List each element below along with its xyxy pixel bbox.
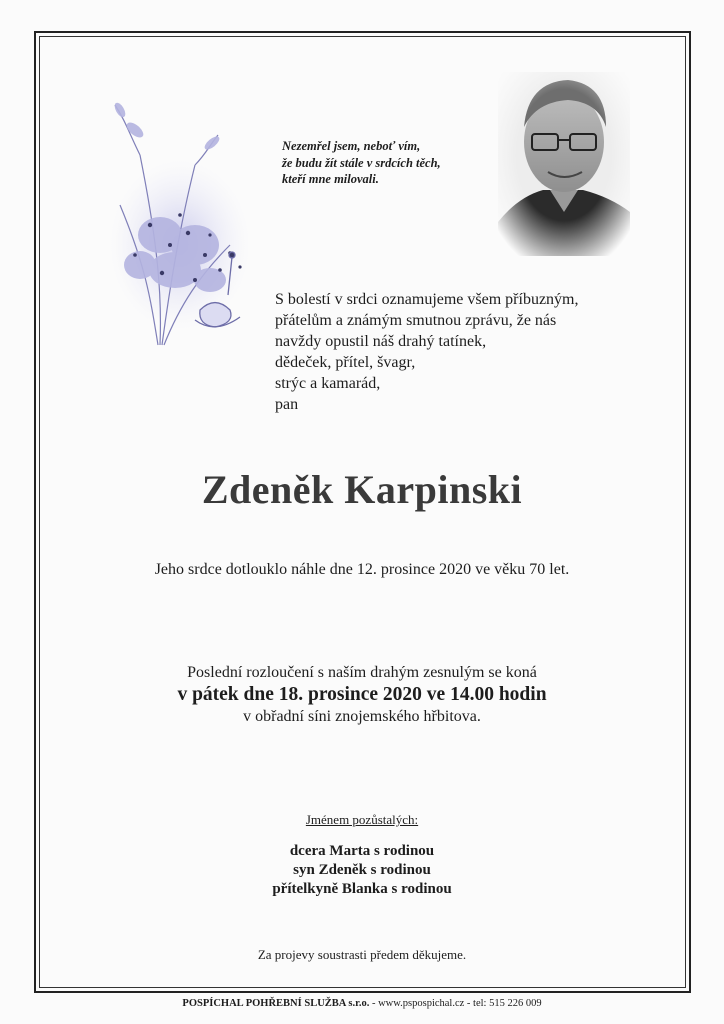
announcement-line: navždy opustil náš drahý tatínek, <box>275 333 487 350</box>
portrait-photo <box>498 72 630 256</box>
thanks-note: Za projevy soustrasti předem děkujeme. <box>257 947 467 962</box>
footer-company: POSPÍCHAL POHŘEBNÍ SLUŽBA s.r.o. <box>182 998 370 1009</box>
signatory: přítelkyně Blanka s rodinou <box>272 881 452 897</box>
motto-quote <box>282 138 492 188</box>
farewell-date: v pátek dne 18. prosince 2020 ve 14.00 hodin <box>177 684 547 705</box>
farewell-place: v obřadní síni znojemského hřbitova. <box>243 708 481 725</box>
deceased-name: Zdeněk Karpinski <box>201 467 523 512</box>
footer-contact: - www.pspospichal.cz - tel: 515 226 009 <box>369 998 542 1009</box>
signatories-header: Jménem pozůstalých: <box>305 812 419 827</box>
announcement-line: S bolestí v srdci oznamujeme všem příbuzným, <box>275 291 579 308</box>
announcement-line: strýc a kamarád, <box>275 375 381 392</box>
signatory: syn Zdeněk s rodinou <box>293 862 431 878</box>
motto-line: Nezemřel jsem, neboť vím, <box>282 139 421 153</box>
farewell-line: Poslední rozloučení s naším drahým zesnulým se koná <box>187 664 537 681</box>
motto-line: kteří mne milovali. <box>282 172 379 186</box>
announcement-text <box>275 289 655 415</box>
signatory: dcera Marta s rodinou <box>289 843 435 859</box>
motto-line: že budu žít stále v srdcích těch, <box>282 155 441 170</box>
footer <box>0 998 724 1009</box>
death-notice: Jeho srdce dotlouklo náhle dne 12. prosince 2020 ve věku 70 let. <box>154 561 570 578</box>
announcement-line: dědeček, přítel, švagr, <box>275 354 416 371</box>
announcement-line: přátelům a známým smutnou zprávu, že nás <box>275 312 557 329</box>
flower-bouquet-image <box>100 95 260 350</box>
announcement-line: pan <box>275 396 299 413</box>
